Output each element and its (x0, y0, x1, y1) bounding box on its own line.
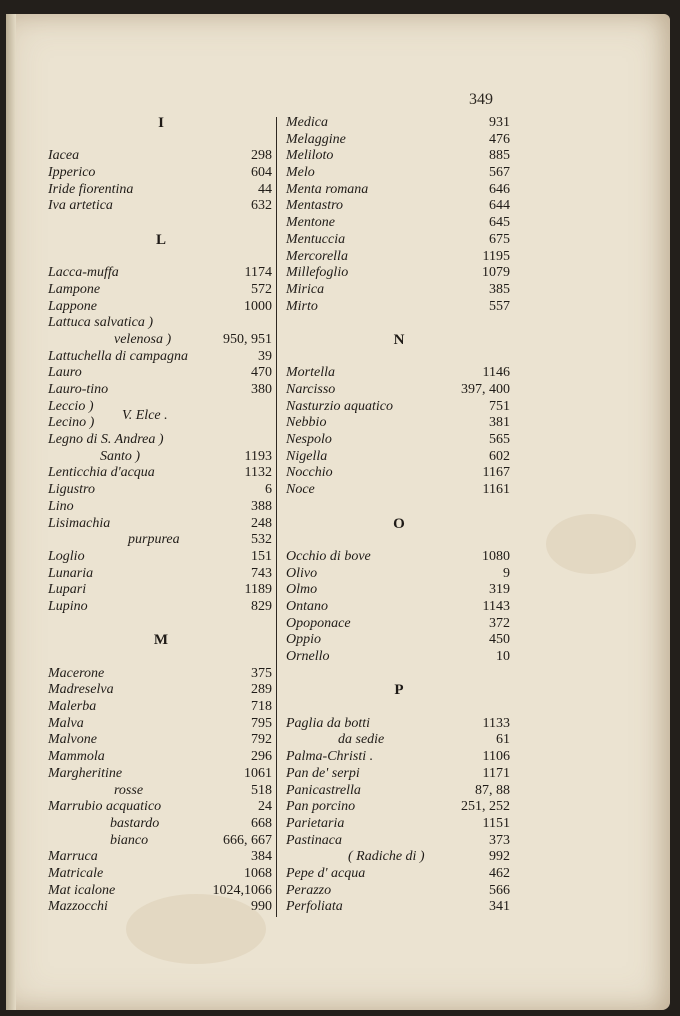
entry-page-number: 470 (251, 365, 272, 381)
entry-term: Palma-Christi . (286, 749, 374, 765)
entry-page-number: 565 (489, 432, 510, 448)
index-entry (48, 599, 274, 616)
entry-page-number: 1079 (482, 265, 510, 281)
index-entry (48, 148, 274, 165)
entry-term: Ontano (286, 598, 328, 614)
entry-page-number: 1189 (244, 582, 272, 598)
index-entry (286, 299, 512, 316)
index-entry (286, 566, 512, 583)
entry-page-number: 385 (489, 281, 510, 297)
entry-term: Pan de' serpi (286, 765, 360, 781)
index-entry (48, 482, 274, 499)
entry-term: Nigella (286, 448, 328, 464)
index-entry (48, 315, 274, 332)
entry-page-number: 718 (251, 699, 272, 715)
entry-term: Lattuchella di campagna (48, 348, 188, 364)
entry-page-number: 1151 (482, 815, 510, 831)
index-entry (286, 365, 512, 382)
entry-term: Mortella (286, 365, 335, 381)
entry-term: Malvone (48, 732, 97, 748)
spacer (286, 499, 512, 516)
entry-page-number: 61 (496, 732, 510, 748)
entry-page-number: 532 (251, 532, 272, 548)
index-entry (286, 165, 512, 182)
entry-page-number: 646 (489, 181, 510, 197)
index-entry (286, 549, 512, 566)
entry-page-number: 296 (251, 749, 272, 765)
entry-term: velenosa ) (114, 331, 172, 347)
entry-page-number: 990 (251, 899, 272, 915)
entry-page-number: 1193 (244, 448, 272, 464)
entry-term: Parietaria (286, 815, 345, 831)
entry-term: Mammola (48, 749, 105, 765)
index-entry (286, 115, 512, 132)
index-entry (286, 766, 512, 783)
entry-page-number: 632 (251, 198, 272, 214)
entry-term: Lupino (48, 598, 88, 614)
page-number: 349 (469, 91, 493, 108)
entry-page-number: 668 (251, 815, 272, 831)
entry-term: Ornello (286, 649, 330, 664)
entry-term: Mazzocchi (48, 899, 108, 915)
index-entry (286, 616, 512, 633)
index-entry (48, 682, 274, 699)
entry-page-number: 1061 (244, 765, 272, 781)
index-entry (48, 465, 274, 482)
entry-page-number: 792 (251, 732, 272, 748)
index-entry (48, 699, 274, 716)
entry-page-number: 462 (489, 865, 510, 881)
index-entry (286, 482, 512, 499)
index-entry (286, 249, 512, 266)
paper-stain (546, 514, 636, 574)
entry-page-number: 248 (251, 515, 272, 531)
index-entry (286, 215, 512, 232)
index-entry (286, 132, 512, 149)
section-letter-heading: O (393, 515, 405, 532)
entry-term: Lunaria (48, 565, 94, 581)
index-entry (48, 849, 274, 866)
entry-term: Margheritine (48, 765, 123, 781)
entry-term: bianco (110, 832, 149, 848)
index-entry (48, 165, 274, 182)
index-entry (48, 716, 274, 733)
entry-page-number: 6 (265, 482, 272, 498)
entry-term: Meliloto (286, 148, 334, 164)
index-entry (48, 783, 274, 800)
index-entry (48, 265, 274, 282)
index-entry (286, 749, 512, 766)
entry-term: purpurea (128, 532, 180, 548)
entry-term: Oppio (286, 632, 321, 648)
entry-term: Mercorella (286, 248, 348, 264)
entry-page-number: 675 (489, 231, 510, 247)
entry-page-number: 298 (251, 148, 272, 164)
index-entry (48, 666, 274, 683)
entry-page-number: 931 (489, 115, 510, 130)
index-entry (48, 282, 274, 299)
entry-page-number: 251, 252 (461, 799, 510, 815)
index-entry (286, 866, 512, 883)
cross-reference-note: V. Elce . (122, 408, 168, 423)
entry-page-number: 751 (489, 398, 510, 414)
entry-term: Millefoglio (286, 265, 349, 281)
entry-term: Melo (286, 165, 315, 181)
entry-page-number: 380 (251, 382, 272, 397)
entry-term: Mentone (286, 215, 335, 231)
entry-page-number: 1080 (482, 548, 510, 564)
index-entry (286, 399, 512, 416)
entry-term: Noce (286, 482, 315, 498)
entry-page-number: 24 (258, 799, 272, 815)
index-entry (48, 899, 274, 916)
entry-term: Nespolo (286, 432, 332, 448)
entry-term: Lattuca salvatica ) (48, 315, 153, 331)
entry-term: Melaggine (286, 131, 346, 147)
entry-term: Opoponace (286, 615, 351, 631)
entry-page-number: 572 (251, 281, 272, 297)
index-entry (286, 732, 512, 749)
entry-page-number: 518 (251, 782, 272, 798)
index-entry (286, 833, 512, 850)
book-page (6, 14, 670, 1010)
entry-term: Lenticchia d'acqua (48, 465, 155, 481)
entry-term: Ligustro (48, 482, 95, 498)
index-entry (48, 532, 274, 549)
entry-page-number: 87, 88 (475, 782, 510, 798)
entry-page-number: 341 (489, 899, 510, 915)
entry-term: Marruca (48, 849, 98, 865)
entry-term: Lauro-tino (48, 382, 109, 397)
entry-term: Olmo (286, 582, 318, 598)
spacer (286, 315, 512, 332)
entry-term: Madreselva (48, 682, 114, 698)
index-entry (48, 866, 274, 883)
entry-term: Lampone (48, 281, 101, 297)
entry-page-number: 384 (251, 849, 272, 865)
entry-page-number: 1174 (244, 265, 272, 281)
spacer (286, 666, 512, 683)
index-entry (286, 182, 512, 199)
entry-term: Pepe d' acqua (286, 865, 366, 881)
entry-term: Marrubio acquatico (48, 799, 162, 815)
entry-term: Santo ) (100, 448, 141, 464)
entry-term: Lisimachia (48, 515, 111, 531)
index-entry (48, 549, 274, 566)
entry-page-number: 1195 (482, 248, 510, 264)
spacer (48, 649, 274, 666)
index-column-left (48, 115, 274, 916)
index-entry (48, 566, 274, 583)
entry-page-number: 645 (489, 215, 510, 231)
entry-term: Macerone (48, 665, 105, 681)
entry-page-number: 375 (251, 665, 272, 681)
entry-page-number: 557 (489, 298, 510, 314)
index-column-right (286, 115, 512, 916)
entry-page-number: 476 (489, 131, 510, 147)
index-entry (286, 282, 512, 299)
spacer (48, 249, 274, 266)
entry-term: Nebbio (286, 415, 327, 431)
entry-page-number: 666, 667 (223, 832, 272, 848)
entry-page-number: 567 (489, 165, 510, 181)
entry-term: Perazzo (286, 882, 332, 898)
index-entry (286, 465, 512, 482)
entry-term: bastardo (110, 815, 160, 831)
spacer (286, 532, 512, 549)
entry-term: Malva (48, 715, 84, 731)
entry-term: Lacca-muffa (48, 265, 119, 281)
index-entry (286, 232, 512, 249)
entry-page-number: 9 (503, 565, 510, 581)
index-entry (286, 148, 512, 165)
index-entry (48, 732, 274, 749)
spacer (286, 349, 512, 366)
entry-page-number: 1133 (482, 715, 510, 731)
entry-term: Mat icalone (48, 882, 116, 898)
entry-term: Medica (286, 115, 328, 130)
column-divider (276, 117, 277, 917)
entry-page-number: 39 (258, 348, 272, 364)
entry-page-number: 1000 (244, 298, 272, 314)
index-entry (48, 833, 274, 850)
entry-term: Mentastro (286, 198, 344, 214)
entry-term: Pastinaca (286, 832, 342, 848)
index-entry (286, 432, 512, 449)
entry-term: Mentuccia (286, 231, 346, 247)
entry-term: Nasturzio aquatico (286, 398, 393, 414)
index-entry (48, 349, 274, 366)
index-entry (286, 849, 512, 866)
entry-term: Nocchio (286, 465, 333, 481)
entry-page-number: 1106 (482, 749, 510, 765)
entry-page-number: 644 (489, 198, 510, 214)
entry-term: Loglio (48, 548, 85, 564)
index-entry (48, 299, 274, 316)
index-entry (286, 632, 512, 649)
entry-page-number: 1143 (482, 598, 510, 614)
entry-term: Lappone (48, 298, 97, 314)
entry-term: Narcisso (286, 382, 336, 397)
entry-term: Olivo (286, 565, 318, 581)
entry-page-number: 44 (258, 181, 272, 197)
entry-term: Occhio di bove (286, 548, 371, 564)
entry-term: Legno di S. Andrea ) (48, 432, 164, 448)
entry-term: Panicastrella (286, 782, 361, 798)
index-entry (286, 883, 512, 900)
entry-term: Perfoliata (286, 899, 343, 915)
index-entry (48, 449, 274, 466)
entry-page-number: 602 (489, 448, 510, 464)
entry-page-number: 1068 (244, 865, 272, 881)
entry-term: Iacea (48, 148, 80, 164)
spacer (48, 132, 274, 149)
entry-term: Matricale (48, 865, 104, 881)
section-letter-heading: L (155, 231, 166, 248)
index-entry (286, 783, 512, 800)
entry-page-number: 1161 (482, 482, 510, 498)
index-entry (48, 198, 274, 215)
entry-page-number: 372 (489, 615, 510, 631)
section-letter-heading: P (394, 682, 404, 699)
entry-page-number: 450 (489, 632, 510, 648)
entry-term: Mirica (286, 281, 325, 297)
entry-page-number: 1171 (482, 765, 510, 781)
index-entry (286, 816, 512, 833)
spacer (48, 215, 274, 232)
page-spine-edge (6, 14, 16, 1010)
index-entry (286, 899, 512, 916)
index-entry (286, 716, 512, 733)
entry-page-number: 795 (251, 715, 272, 731)
entry-page-number: 397, 400 (461, 382, 510, 397)
entry-term: Lino (48, 498, 74, 514)
index-entry (286, 799, 512, 816)
index-entry (48, 766, 274, 783)
entry-page-number: 950, 951 (223, 331, 272, 347)
entry-term: Iride fiorentina (48, 181, 134, 197)
entry-term: Ipperico (48, 165, 96, 181)
entry-page-number: 829 (251, 598, 272, 614)
entry-term: Lecino ) (48, 415, 95, 431)
index-entry (286, 198, 512, 215)
index-entry (48, 499, 274, 516)
entry-page-number: 151 (251, 548, 272, 564)
entry-page-number: 1167 (482, 465, 510, 481)
index-entry (48, 516, 274, 533)
index-entry (48, 432, 274, 449)
entry-page-number: 604 (251, 165, 272, 181)
entry-term: Iva artetica (48, 198, 113, 214)
entry-page-number: 373 (489, 832, 510, 848)
spacer (286, 699, 512, 716)
index-entry (48, 799, 274, 816)
entry-page-number: 289 (251, 682, 272, 698)
entry-page-number: 388 (251, 498, 272, 514)
entry-term: Paglia da botti (286, 715, 370, 731)
index-entry (286, 599, 512, 616)
index-entry (286, 649, 512, 666)
index-entry (48, 182, 274, 199)
entry-term: Lauro (48, 365, 82, 381)
index-entry (286, 382, 512, 399)
entry-page-number: 381 (489, 415, 510, 431)
index-entry (286, 415, 512, 432)
entry-term: Lupari (48, 582, 87, 598)
index-entry (48, 749, 274, 766)
entry-term: Leccio ) (48, 398, 94, 414)
entry-page-number: 885 (489, 148, 510, 164)
index-entry (286, 582, 512, 599)
entry-page-number: 1146 (482, 365, 510, 381)
entry-page-number: 992 (489, 849, 510, 865)
index-entry (48, 382, 274, 399)
index-entry (48, 582, 274, 599)
entry-term: Malerba (48, 699, 97, 715)
index-entry (286, 449, 512, 466)
index-entry (48, 332, 274, 349)
entry-page-number: 1024,1066 (212, 882, 272, 898)
entry-page-number: 319 (489, 582, 510, 598)
entry-page-number: 566 (489, 882, 510, 898)
entry-term: Pan porcino (286, 799, 356, 815)
entry-page-number: 1132 (244, 465, 272, 481)
spacer (48, 616, 274, 633)
index-entry (48, 883, 274, 900)
entry-term: Menta romana (286, 181, 369, 197)
section-letter-heading: N (393, 331, 405, 348)
entry-term: rosse (114, 782, 144, 798)
entry-page-number: 10 (496, 649, 510, 664)
index-entry (286, 265, 512, 282)
entry-term: da sedie (338, 732, 385, 748)
index-entry (48, 365, 274, 382)
section-letter-heading: I (158, 115, 164, 131)
entry-term: ( Radiche di ) (348, 849, 425, 865)
entry-page-number: 743 (251, 565, 272, 581)
entry-term: Mirto (286, 298, 318, 314)
index-entry (48, 816, 274, 833)
section-letter-heading: M (153, 632, 169, 649)
